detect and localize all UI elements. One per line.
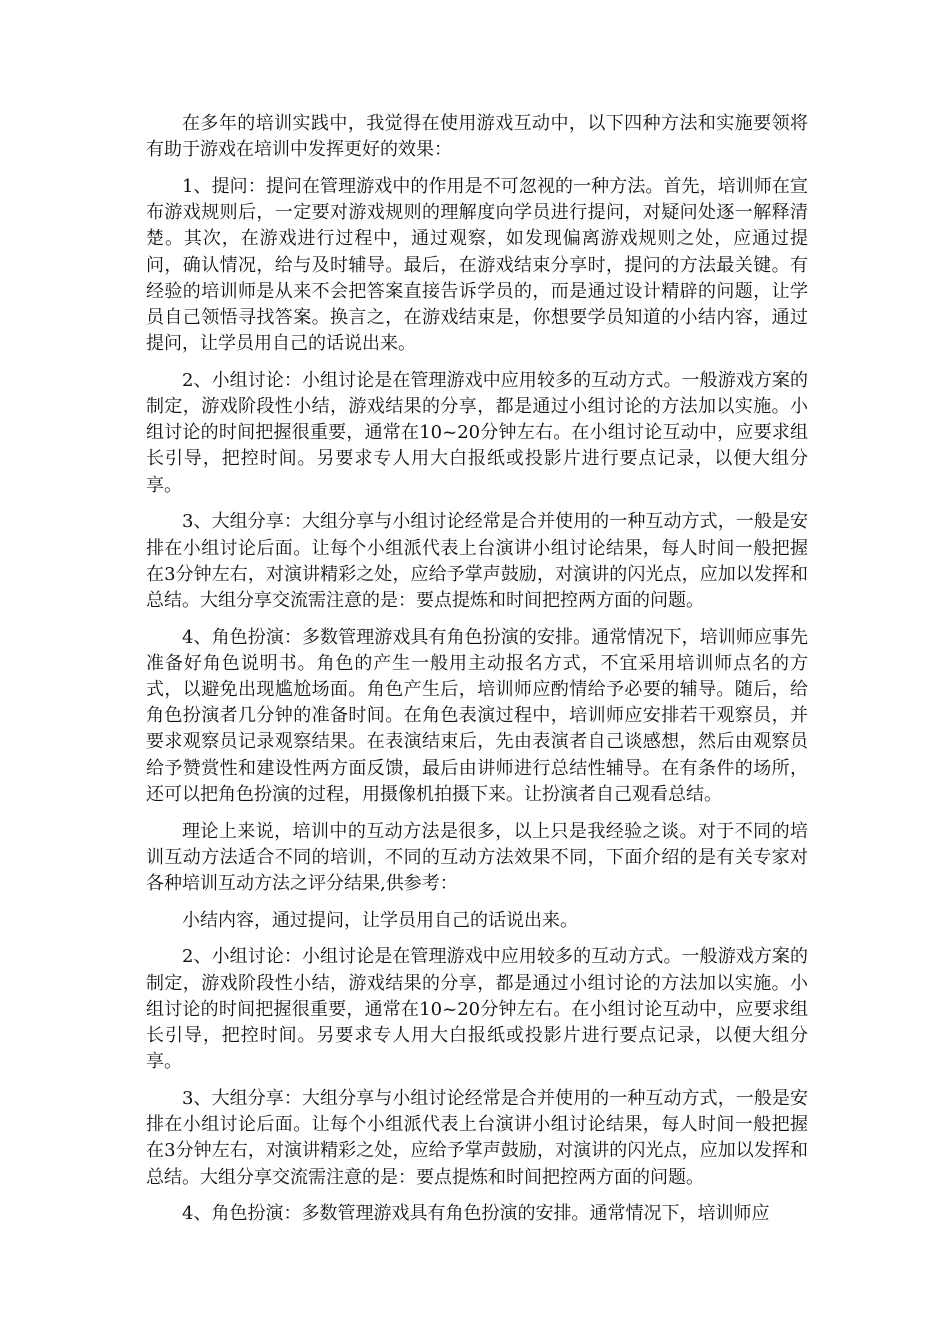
paragraph-theory: 理论上来说，培训中的互动方法是很多，以上只是我经验之谈。对于不同的培训互动方法适合不同的培训，不同的互动方法效果不同，下面介绍的是有关专家对各种培训互动方法之评分结果,供参考： (146, 820, 808, 894)
paragraph-group-discussion: 2、小组讨论：小组讨论是在管理游戏中应用较多的互动方式。一般游戏方案的制定，游戏阶段性小结，游戏结果的分享，都是通过小组讨论的方法加以实施。小组讨论的时间把握很重要，通常在10~20分钟左右。在小组讨论互动中，应要求组长引导，把控时间。另要求专人用大白报纸或投影片进行要点记录，以便大组分享。 (146, 369, 808, 496)
paragraph-plenary-sharing-repeat: 3、大组分享：大组分享与小组讨论经常是合并使用的一种互动方式，一般是安排在小组讨论后面。让每个小组派代表上台演讲小组讨论结果，每人时间一般把握在3分钟左右，对演讲精彩之处，应给予掌声鼓励，对演讲的闪光点，应加以发挥和总结。大组分享交流需注意的是：要点提炼和时间把控两方面的问题。 (146, 1087, 808, 1188)
paragraph-questioning: 1、提问：提问在管理游戏中的作用是不可忽视的一种方法。首先，培训师在宣布游戏规则后，一定要对游戏规则的理解度向学员进行提问，对疑问处逐一解释清楚。其次，在游戏进行过程中，通过观察，如发现偏离游戏规则之处，应通过提问，确认情况，给与及时辅导。最后，在游戏结束分享时，提问的方法最关键。有经验的培训师是从来不会把答案直接告诉学员的，而是通过设计精辟的问题，让学员自己领悟寻找答案。换言之，在游戏结束是，你想要学员知道的小结内容，通过提问，让学员用自己的话说出来。 (146, 175, 808, 355)
paragraph-role-play-repeat: 4、角色扮演：多数管理游戏具有角色扮演的安排。通常情况下，培训师应 (182, 1203, 770, 1225)
paragraph-plenary-sharing: 3、大组分享：大组分享与小组讨论经常是合并使用的一种互动方式，一般是安排在小组讨论后面。让每个小组派代表上台演讲小组讨论结果，每人时间一般把握在3分钟左右，对演讲精彩之处，应给予掌声鼓励，对演讲的闪光点，应加以发挥和总结。大组分享交流需注意的是：要点提炼和时间把控两方面的问题。 (146, 511, 808, 611)
paragraph-summary: 小结内容，通过提问，让学员用自己的话说出来。 (182, 909, 578, 931)
paragraph-group-discussion-repeat: 2、小组讨论：小组讨论是在管理游戏中应用较多的互动方式。一般游戏方案的制定，游戏阶段性小结，游戏结果的分享，都是通过小组讨论的方法加以实施。小组讨论的时间把握很重要，通常在10~20分钟左右。在小组讨论互动中，应要求组长引导，把控时间。另要求专人用大白报纸或投影片进行要点记录，以便大组分享。 (146, 946, 808, 1073)
document-body (146, 111, 808, 1238)
paragraph-role-play: 4、角色扮演：多数管理游戏具有角色扮演的安排。通常情况下，培训师应事先准备好角色说明书。角色的产生一般用主动报名方式，不宜采用培训师点名的方式，以避免出现尴尬场面。角色产生后，培训师应酌情给予必要的辅导。随后，给角色扮演者几分钟的准备时间。在角色表演过程中，培训师应安排若干观察员，并要求观察员记录观察结果。在表演结束后，先由表演者自己谈感想，然后由观察员给予赞赏性和建设性两方面反馈，最后由讲师进行总结性辅导。在有条件的场所，还可以把角色扮演的过程，用摄像机拍摄下来。让扮演者自己观看总结。 (146, 626, 808, 805)
paragraph-intro: 在多年的培训实践中，我觉得在使用游戏互动中，以下四种方法和实施要领将有助于游戏在培训中发挥更好的效果： (146, 113, 808, 161)
